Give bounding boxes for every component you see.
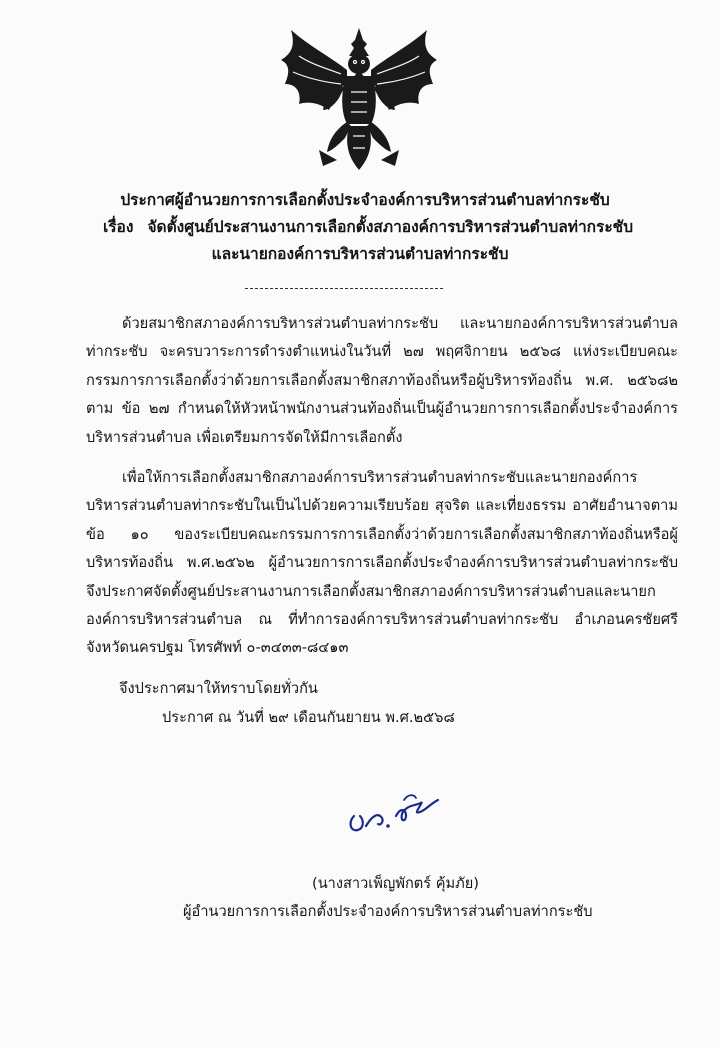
signer-name: (นางสาวเพ็ญพักตร์ คุ้มภัย) [312,875,479,892]
paragraph-2 [86,464,678,663]
subject-line [0,214,720,241]
signer-title: ผู้อำนวยการการเลือกตั้งประจำองค์การบริหารส่วนตำบลท่ากระชับ [183,903,593,920]
garuda-emblem-icon [279,26,439,172]
announcement-title [0,187,720,268]
subject-line-continued: และนายกองค์การบริหารส่วนตำบลท่ากระชับ [211,245,509,263]
announcement-date: ประกาศ ณ วันที่ ๒๙ เดือนกันยายน พ.ศ.๒๕๖๘ [162,709,455,726]
announcement-closing: จึงประกาศมาให้ทราบโดยทั่วกัน [119,680,318,697]
paragraph-1 [86,310,678,452]
title-divider [245,288,443,289]
handwritten-signature-icon [344,786,444,838]
announcement-body [86,310,678,663]
title-line: ประกาศผู้อำนวยการการเลือกตั้งประจำองค์การบริหารส่วนตำบลท่ากระชับ [120,191,610,209]
paragraph-1-text: ด้วยสมาชิกสภาองค์การบริหารส่วนตำบลท่ากระชับ และนายกองค์การบริหารส่วนตำบลท่ากระชับ จะครบวาระการดำรงตำแหน่งในวันที่ ๒๗ พฤศจิกายน ๒๕๖๘ แห่งระเบียบคณะกรรมการการเลือกตั้งว่าด้วยการเลือกตั้งสมาชิกสภาท้องถิ่นหรือผู้บริหารท้องถิ่น พ.ศ. ๒๕๖๘๒ ตาม ข้อ ๒๗ กำหนดให้หัวหน้าพนักงานส่วนท้องถิ่นเป็นผู้อำนวยการการเลือกตั้งประจำองค์การบริหารส่วนตำบล เพื่อเตรียมการจัดให้มีการเลือกตั้ง [86,315,678,446]
paragraph-2-text: เพื่อให้การเลือกตั้งสมาชิกสภาองค์การบริหารส่วนตำบลท่ากระชับและนายกองค์การบริหารส่วนตำบลท่ากระชับในเป็นไปด้วยความเรียบร้อย สุจริต และเที่ยงธรรม อาศัยอำนาจตาม ข้อ ๑๐ ของระเบียบคณะกรรมการการเลือกตั้งว่าด้วยการเลือกตั้งสมาชิกสภาท้องถิ่นหรือผู้บริหารท้องถิ่น พ.ศ.๒๕๖๒ ผู้อำนวยการการเลือกตั้งประจำองค์การบริหารส่วนตำบลท่ากระชับ จึงประกาศจัดตั้งศูนย์ประสานงานการเลือกตั้งสมาชิกสภาองค์การบริหารส่วนตำบลและนายกองค์การบริหารส่วนตำบล ณ ที่ทำการองค์การบริหารส่วนตำบลท่ากระชับ อำเภอนครชัยศรี จังหวัดนครปฐม โทรศัพท์ ๐-๓๔๓๓-๘๔๑๓ [86,469,679,657]
subject-label: เรื่อง [102,218,134,236]
subject-text: จัดตั้งศูนย์ประสานงานการเลือกตั้งสภาองค์การบริหารส่วนตำบลท่ากระชับ [147,218,634,236]
